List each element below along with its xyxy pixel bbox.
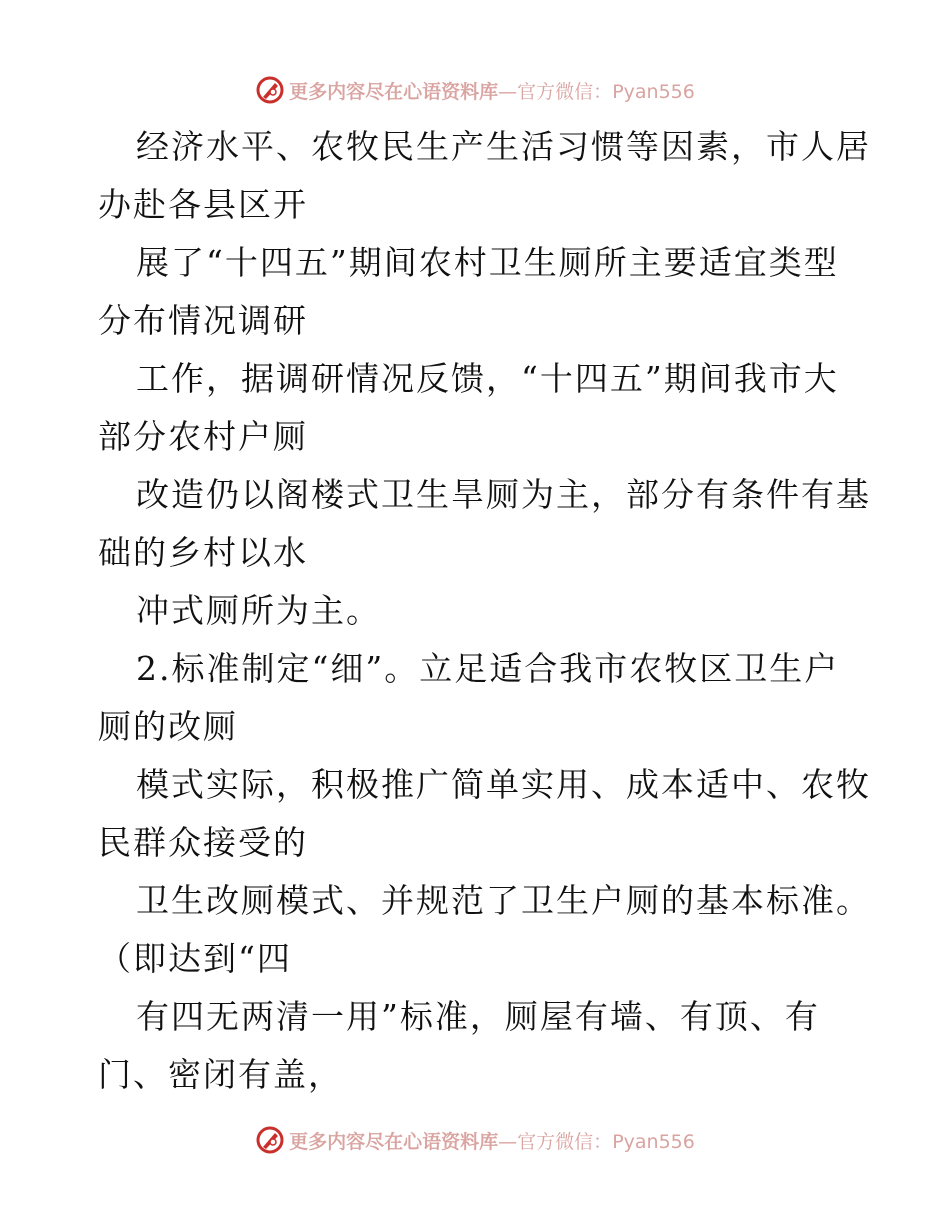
text-line: 冲式厕所为主。 <box>136 591 381 630</box>
text-line: 展了“十四五”期间农村卫生厕所主要适宜类型 <box>136 243 839 282</box>
header-watermark <box>0 70 950 110</box>
text-line: 经济水平、农牧民生产生活习惯等因素，市人居 <box>136 127 871 166</box>
watermark-brand: 更多内容尽在心语资料库 <box>289 1130 499 1153</box>
watermark-text <box>289 77 695 104</box>
text-line: 门、密闭有盖， <box>98 1055 343 1094</box>
watermark-dash: — <box>498 80 518 103</box>
text-line: 改造仍以阁楼式卫生旱厕为主，部分有条件有基 <box>136 475 871 514</box>
watermark-official-label: 官方微信： <box>517 1130 613 1153</box>
text-line: （即达到“四 <box>98 939 292 978</box>
text-line: 础的乡村以水 <box>98 533 308 572</box>
pen-circle-logo-icon <box>255 75 285 105</box>
text-line: 2.标准制定“细”。立足适合我市农牧区卫生户 <box>136 649 840 688</box>
watermark-dash: — <box>498 1130 518 1153</box>
text-line: 厕的改厕 <box>98 707 238 746</box>
watermark-text <box>289 1127 695 1154</box>
pen-circle-logo-icon <box>255 1125 285 1155</box>
watermark-wechat-id: Pyan556 <box>612 1130 695 1153</box>
text-line: 模式实际，积极推广简单实用、成本适中、农牧 <box>136 765 871 804</box>
text-line: 分布情况调研 <box>98 301 308 340</box>
footer-watermark <box>0 1120 950 1160</box>
watermark-official-label: 官方微信： <box>517 80 613 103</box>
text-line: 部分农村户厕 <box>98 417 308 456</box>
text-line: 民群众接受的 <box>98 823 308 862</box>
watermark-wechat-id: Pyan556 <box>612 80 695 103</box>
text-line: 工作，据调研情况反馈，“十四五”期间我市大 <box>136 359 839 398</box>
text-line: 办赴各县区开 <box>98 185 308 224</box>
text-line: 卫生改厕模式、并规范了卫生户厕的基本标准。 <box>136 881 871 920</box>
watermark-brand: 更多内容尽在心语资料库 <box>289 80 499 103</box>
document-body <box>98 118 871 1104</box>
text-line: 有四无两清一用”标准，厕屋有墙、有顶、有 <box>136 997 820 1036</box>
